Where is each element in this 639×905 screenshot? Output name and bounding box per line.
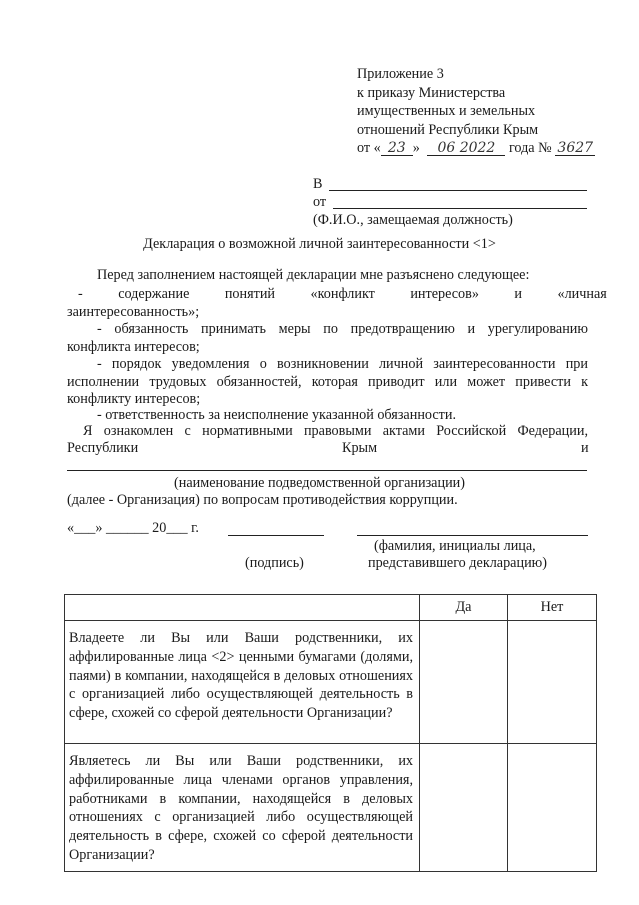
name-caption-line-1: (фамилия, инициалы лица, bbox=[374, 538, 536, 554]
ack-word-crimea: Крым bbox=[342, 440, 378, 456]
item-1-line-1: - содержание понятий «конфликт интересов» и «личная bbox=[78, 286, 607, 302]
from-label: от bbox=[313, 194, 327, 210]
answer-no-cell[interactable] bbox=[508, 744, 597, 872]
ack-word-and: и bbox=[581, 440, 589, 456]
signature-line bbox=[228, 535, 324, 536]
intro-text: Перед заполнением настоящей декларации мне разъяснено следующее: bbox=[97, 267, 530, 283]
recipient-caption: (Ф.И.О., замещаемая должность) bbox=[313, 212, 513, 228]
full-name-line bbox=[357, 535, 588, 536]
ack-line-1: Я ознакомлен с нормативными правовыми актами Российской Федерации, bbox=[83, 423, 588, 439]
signature-date: «___» ______ 20___ г. bbox=[67, 520, 199, 536]
item-3-line-1: - порядок уведомления о возникновении личной заинтересованности при bbox=[97, 356, 588, 372]
answer-yes-cell[interactable] bbox=[420, 744, 508, 872]
appendix-line-1: Приложение 3 bbox=[357, 66, 444, 82]
date-prefix: от « bbox=[357, 140, 381, 157]
header-question bbox=[65, 595, 420, 621]
header-yes: Да bbox=[420, 595, 508, 621]
org-name-line bbox=[67, 470, 587, 471]
from-field-line bbox=[333, 208, 587, 209]
order-month-year: 06 2022 bbox=[427, 141, 505, 156]
table-row bbox=[65, 744, 597, 872]
question-cell: Владеете ли Вы или Ваши родственники, их аффилированные лица <2> ценными бумагами (долями, паями) в компании, находящейся в деловых отношениях с организацией либо осуществляющей деятельность в сфере, схожей со сферой деятельности Организации? bbox=[65, 621, 420, 744]
name-caption-line-2: представившего декларацию) bbox=[368, 555, 547, 571]
appendix-block bbox=[357, 65, 595, 158]
item-4: - ответственность за неисполнение указанной обязанности. bbox=[97, 407, 456, 423]
header-no: Нет bbox=[508, 595, 597, 621]
appendix-line-4: отношений Республики Крым bbox=[357, 121, 539, 138]
sign-caption: (подпись) bbox=[245, 555, 304, 571]
item-1-line-2: заинтересованность»; bbox=[67, 304, 200, 320]
item-3-line-2: исполнении трудовых обязанностей, которая приводит или может привести к bbox=[67, 374, 588, 390]
item-2-line-1: - обязанность принимать меры по предотвращению и урегулированию bbox=[97, 321, 588, 337]
order-day: 23 bbox=[381, 141, 413, 156]
ack-line-3: (далее - Организация) по вопросам противодействия коррупции. bbox=[67, 492, 458, 508]
appendix-line-3: имущественных и земельных bbox=[357, 103, 536, 120]
to-label: В bbox=[313, 176, 323, 192]
answer-yes-cell[interactable] bbox=[420, 621, 508, 744]
declaration-table bbox=[64, 594, 597, 872]
order-date-line bbox=[357, 139, 595, 158]
date-mid: » bbox=[412, 140, 420, 157]
item-3-line-3: конфликту интересов; bbox=[67, 391, 201, 407]
appendix-line-2: к приказу Министерства bbox=[357, 84, 506, 101]
table-header-row bbox=[65, 595, 597, 621]
org-caption: (наименование подведомственной организации) bbox=[174, 475, 465, 491]
order-number: 3627 bbox=[555, 141, 595, 156]
ack-word-republic: Республики bbox=[67, 440, 139, 456]
answer-no-cell[interactable] bbox=[508, 621, 597, 744]
date-suffix: года № bbox=[508, 140, 552, 157]
question-cell: Являетесь ли Вы или Ваши родственники, их аффилированные лица членами органов управления, работниками в компании, находящейся в деловых отношениях с организацией либо осуществляющей деятельность в сфере, схожей со сферой деятельности Организации? bbox=[65, 744, 420, 872]
item-2-line-2: конфликта интересов; bbox=[67, 339, 200, 355]
declaration-title: Декларация о возможной личной заинтересованности <1> bbox=[143, 236, 496, 252]
table-row bbox=[65, 621, 597, 744]
to-field-line bbox=[329, 190, 587, 191]
